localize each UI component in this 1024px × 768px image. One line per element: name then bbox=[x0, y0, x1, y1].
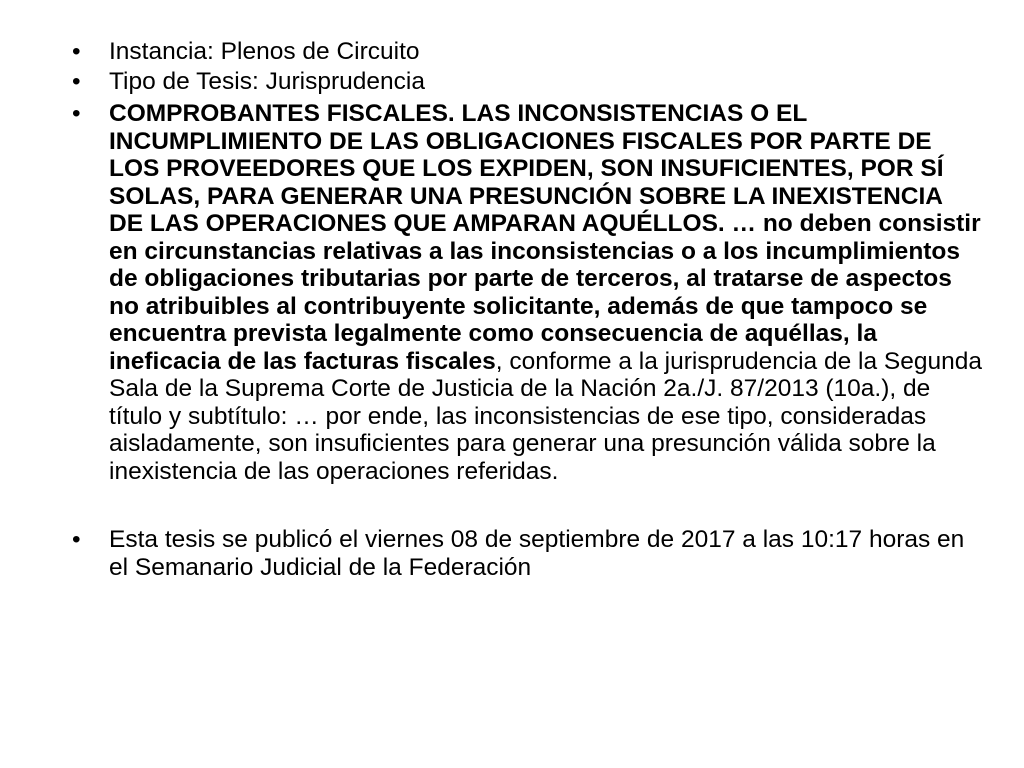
bullet-mark: • bbox=[72, 526, 81, 553]
bullet-list bbox=[72, 38, 982, 581]
tipo-de-tesis-text: Tipo de Tesis: Jurisprudencia bbox=[109, 67, 425, 95]
bullet-item-tesis-rubro bbox=[72, 100, 982, 485]
instancia-text: Instancia: Plenos de Circuito bbox=[109, 38, 420, 65]
bullet-item-tipo-de-tesis bbox=[72, 68, 982, 96]
tesis-rubro-normal-text: , conforme a la jurisprudencia de la Segunda Sala de la Suprema Corte de Justicia de la Nación 2a./J. 87/2013 (10a.), de título y subtítulo: … por ende, las inconsistencias de ese tipo, consideradas aisladamente, son insuficientes para generar una presunción válida sobre la inexistencia de las operaciones referidas. bbox=[109, 347, 983, 485]
bullet-item-publicacion bbox=[72, 526, 982, 581]
bullet-mark: • bbox=[72, 100, 81, 127]
tesis-rubro-bold-text: COMPROBANTES FISCALES. LAS INCONSISTENCIAS O EL INCUMPLIMIENTO DE LAS OBLIGACIONES FISCALES POR PARTE DE LOS PROVEEDORES QUE LOS EXPIDEN, SON INSUFICIENTES, POR SÍ SOLAS, PARA GENERAR UNA PRESUNCIÓN SOBRE LA INEXISTENCIA DE LAS OPERACIONES QUE AMPARAN AQUÉLLOS. … no deben consistir en circunstancias relativas a las inconsistencias o a los incumplimientos de obligaciones tributarias por parte de terceros, al tratarse de aspectos no atribuibles al contribuyente solicitante, además de que tampoco se encuentra prevista legalmente como consecuencia de aquéllas, la ineficacia de las facturas fiscales bbox=[109, 100, 981, 375]
bullet-mark: • bbox=[72, 38, 81, 65]
publicacion-text: Esta tesis se publicó el viernes 08 de septiembre de 2017 a las 10:17 horas en el Semanario Judicial de la Federación bbox=[109, 526, 965, 581]
bullet-mark: • bbox=[72, 67, 81, 95]
bullet-item-instancia bbox=[72, 38, 982, 66]
